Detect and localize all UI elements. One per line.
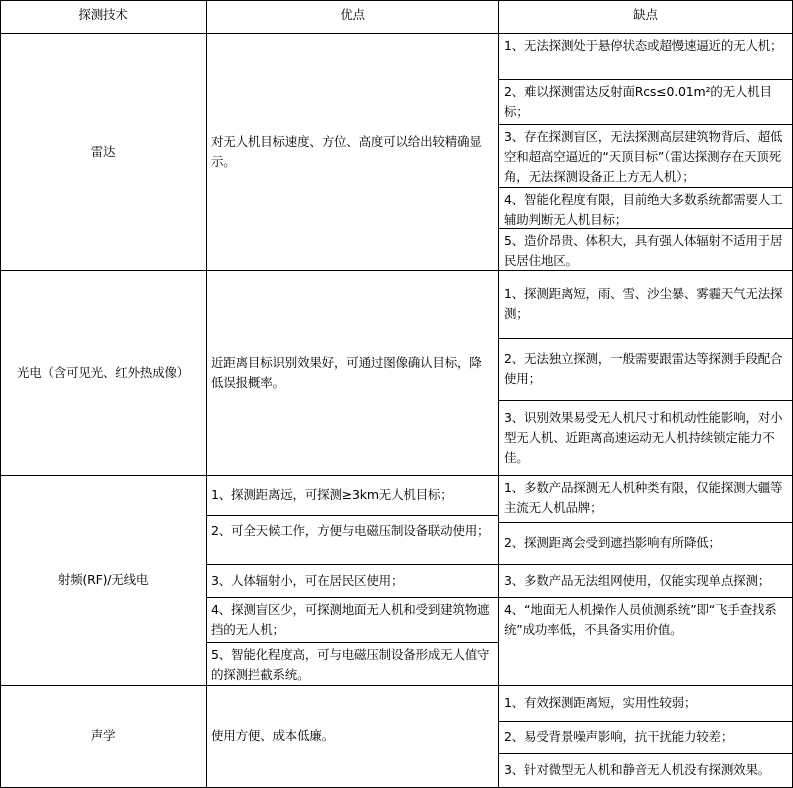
header-cons: 缺点 [633,7,658,22]
grid-line [498,124,793,125]
tech-acoustic: 声学 [90,728,116,743]
pros-rf-1 [206,475,499,515]
cons-radar-2-text: 2、难以探测雷达反射面Rcs≤0.01m²的无人机目标； [504,84,772,119]
pros-rf-5: 5、智能化程度高，可与电磁压制设备形成无人值守的探测拦截系统。 [211,647,490,682]
cons-rf-1: 1、多数产品探测无人机种类有限，仅能探测大疆等主流无人机品牌； [504,480,783,515]
grid-line [498,79,793,80]
grid-line [498,0,499,788]
grid-line [206,564,793,565]
grid-line [206,642,499,643]
cons-rf-3 [499,564,792,597]
cons-radar-5: 5、造价昂贵、体积大，具有强人体辐射不适用于居民居住地区。 [504,233,783,268]
grid-line [0,33,793,34]
pros-radar-text: 对无人机目标速度、方位、高度可以给出较精确显示。 [211,133,482,169]
pros-acoustic [206,685,499,787]
grid-line [498,338,793,339]
grid-line [0,270,793,271]
grid-line [498,522,793,523]
grid-line [206,597,793,598]
grid-line [0,0,793,1]
tech-radar: 雷达 [90,143,116,159]
cons-radar-2 [499,79,792,124]
cons-optical-2 [499,338,792,400]
cons-acoustic-2 [499,721,792,753]
grid-line [498,400,793,401]
pros-rf-1-text: 1、探测距离远，可探测≥3km无人机目标； [211,487,453,502]
grid-line [498,228,793,229]
pros-optical [206,270,499,475]
cons-optical-1-text: 1、探测距离短，雨、雪、沙尘暴、雾霾天气无法探测； [504,286,783,321]
cons-acoustic-1-text: 1、有效探测距离短，实用性较弱； [504,695,697,710]
grid-line [498,187,793,188]
cons-acoustic-3-text: 3、针对微型无人机和静音无人机没有探测效果。 [504,762,771,777]
grid-line [206,0,207,788]
tech-optical: 光电（含可见光、红外热成像） [16,364,190,380]
cons-acoustic-3 [499,753,792,787]
cons-rf-2-text: 2、探测距离会受到遮挡影响有所降低； [504,535,721,550]
pros-radar [206,33,499,270]
cons-optical-3 [499,400,792,475]
cons-optical-3-text: 3、识别效果易受无人机尺寸和机动性能影响，对小型无人机、近距离高速运动无人机持续锁定能力不佳。 [504,409,783,465]
grid-line [498,721,793,722]
cons-rf-2 [499,522,792,564]
pros-rf-4: 4、探测盲区少，可探测地面无人机和受到建筑物遮挡的无人机； [211,602,490,637]
pros-rf-3 [206,564,499,597]
cons-optical-2-text: 2、无法独立探测，一般需要跟雷达等探测手段配合使用； [504,351,783,386]
cons-radar-3: 3、存在探测盲区，无法探测高层建筑物背后、超低空和超高空逼近的“天顶目标”（雷达探测存在天顶死角，无法探测设备正上方无人机）； [504,129,783,184]
header-tech: 探测技术 [78,7,128,22]
pros-rf-2: 2、可全天候工作，方便与电磁压制设备联动使用； [211,523,490,538]
grid-line [0,685,793,686]
cons-rf-3-text: 3、多数产品无法组网使用，仅能实现单点探测； [504,572,771,588]
grid-line [498,753,793,754]
cons-optical-1 [499,270,792,338]
pros-rf-3-text: 3、人体辐射小，可在居民区使用； [211,572,404,588]
pros-optical-text: 近距离目标识别效果好，可通过图像确认目标，降低误报概率。 [211,354,482,390]
grid-line [0,475,793,476]
tech-rf: 射频(RF)/无线电 [57,572,149,587]
cons-acoustic-2-text: 2、易受背景噪声影响，抗干扰能力较差； [504,729,734,744]
cons-acoustic-1 [499,685,792,721]
header-pros: 优点 [340,7,365,22]
grid-line [206,515,499,516]
grid-line [0,0,1,788]
cons-radar-4: 4、智能化程度有限，目前绝大多数系统都需要人工辅助判断无人机目标； [504,192,783,227]
cons-radar-1: 1、无法探测处于悬停状态或超慢速逼近的无人机； [504,38,783,53]
cons-rf-4: 4、“地面无人机操作人员侦测系统”即“飞手查找系统”成功率低，不具备实用价值。 [504,602,777,637]
pros-acoustic-text: 使用方便、成本低廉。 [211,728,335,743]
